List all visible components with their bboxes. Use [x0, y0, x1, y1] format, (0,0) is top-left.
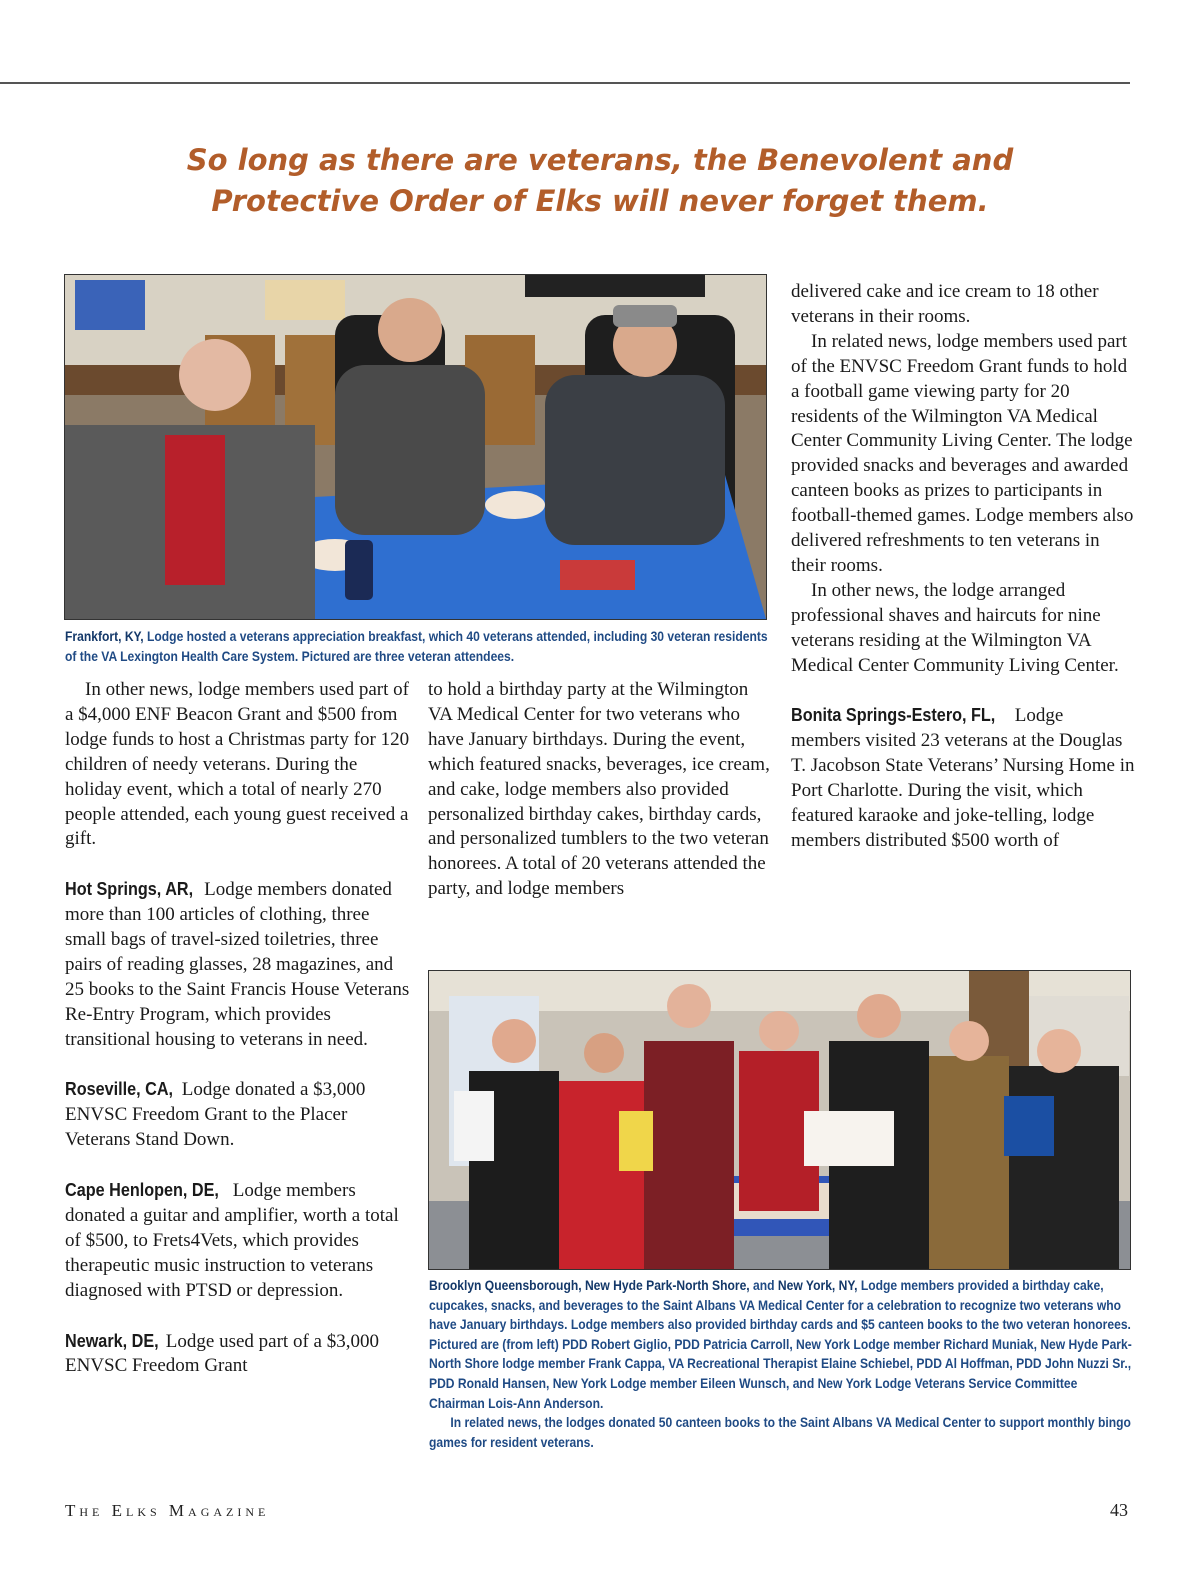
- magazine-name: The Elks Magazine: [65, 1501, 270, 1520]
- text-column-1: [65, 678, 415, 1379]
- football-party-paragraph: In related news, lodge members used part of the ENVSC Freedom Grant funds to hold a football game viewing party for 20 residents of the Wilmington VA Medical Center Community Living Center. The lodge provided snacks and beverages and awarded canteen books as prizes to participants in football-themed games. Lodge members also delivered refreshments to ten veterans in their rooms.: [791, 330, 1134, 576]
- newark-lead: Newark, DE,: [65, 1330, 159, 1351]
- caption-frankfort-text: Lodge hosted a veterans appreciation breakfast, which 40 veterans attended, including 30 veteran residents of the VA Lexington Health Care System. Pictured are three veteran attendees.: [65, 629, 768, 664]
- christmas-party-paragraph: In other news, lodge members used part of a $4,000 ENF Beacon Grant and $500 from lodge funds to host a Christmas party for 120 children of needy veterans. During the holiday event, which a total of nearly 270 people attended, each young guest received a gift.: [65, 679, 410, 850]
- header-rule: [0, 82, 1130, 84]
- hot-springs-lead: Hot Springs, AR,: [65, 879, 194, 900]
- caption-saint-albans-and: and: [749, 1278, 778, 1293]
- pull-quote-line-2: Protective Order of Elks will never forget them.: [211, 184, 989, 218]
- text-column-2: [428, 678, 773, 902]
- caption-saint-albans-lead-1: Brooklyn Queensborough, New Hyde Park-North Shore,: [429, 1278, 750, 1293]
- page-number: 43: [1110, 1500, 1128, 1520]
- hot-springs-text: Lodge members donated more than 100 articles of clothing, three small bags of travel-sized toiletries, three pairs of reading glasses, 28 magazines, and 25 books to the Saint Francis House Veterans Re-Entry Program, which provides transitional housing to veterans in need.: [65, 879, 410, 1050]
- caption-saint-albans-main: [429, 1278, 1132, 1411]
- newark-continued-2-paragraph: delivered cake and ice cream to 18 other veterans in their rooms.: [791, 281, 1099, 327]
- caption-frankfort-lead: Frankfort, KY,: [65, 629, 144, 644]
- roseville-lead: Roseville, CA,: [65, 1079, 174, 1100]
- bonita-springs-paragraph: [791, 703, 1136, 853]
- pull-quote: [150, 140, 1050, 222]
- hot-springs-paragraph: [65, 877, 415, 1052]
- saint-albans-group-photo: [428, 970, 1131, 1270]
- bonita-springs-lead: Bonita Springs-Estero, FL,: [791, 705, 996, 726]
- caption-saint-albans: [429, 1276, 1132, 1452]
- caption-saint-albans-related: In related news, the lodges donated 50 canteen books to the Saint Albans VA Medical Center to support monthly bingo games for resident veterans.: [429, 1415, 1131, 1450]
- caption-saint-albans-lead-2: New York, NY,: [777, 1278, 858, 1293]
- cape-henlopen-lead: Cape Henlopen, DE,: [65, 1180, 219, 1201]
- cape-henlopen-paragraph: [65, 1178, 415, 1304]
- caption-frankfort: [65, 627, 768, 666]
- newark-text: Lodge used part of a $3,000 ENVSC Freedom Grant: [65, 1330, 379, 1377]
- pull-quote-line-1: So long as there are veterans, the Benevolent and: [186, 143, 1014, 177]
- cape-henlopen-text: Lodge members donated a guitar and amplifier, worth a total of $500, to Frets4Vets, which provides therapeutic music instruction to veterans diagnosed with PTSD or depression.: [65, 1180, 399, 1301]
- text-column-3: [791, 280, 1136, 854]
- bonita-springs-text: Lodge members visited 23 veterans at the Douglas T. Jacobson State Veterans’ Nursing Home in Port Charlotte. During the visit, which featured karaoke and joke-telling, lodge members distributed $500 worth of: [791, 705, 1135, 851]
- caption-saint-albans-text: Lodge members provided a birthday cake, cupcakes, snacks, and beverages to the Saint Albans VA Medical Center for a celebration to recognize two veterans who have January birthdays. Lodge members also provided birthday cards and $5 canteen books to the two veteran honorees. Pictured are (from left) PDD Robert Giglio, PDD Patricia Carroll, New York Lodge member Richard Muniak, New Hyde Park-North Shore lodge member Frank Cappa, VA Recreational Therapist Elaine Schiebel, PDD Al Hoffman, PDD John Nuzzi Sr., PDD Ronald Hansen, New York Lodge member Eileen Wunsch, and New York Lodge Veterans Service Committee Chairman Lois-Ann Anderson.: [429, 1278, 1132, 1411]
- frankfort-breakfast-photo: [64, 274, 767, 620]
- shaves-haircuts-paragraph: In other news, the lodge arranged professional shaves and haircuts for nine veterans residing at the Wilmington VA Medical Center Community Living Center.: [791, 579, 1119, 676]
- roseville-text: Lodge donated a $3,000 ENVSC Freedom Grant to the Placer Veterans Stand Down.: [65, 1079, 366, 1151]
- roseville-paragraph: [65, 1077, 415, 1153]
- newark-continued-paragraph: to hold a birthday party at the Wilmington VA Medical Center for two veterans who have January birthdays. During the event, which featured snacks, beverages, ice cream, and cake, lodge members also provided personalized birthday cakes, birthday cards, and personalized tumblers to the two veteran honorees. A total of 20 veterans attended the party, and lodge members: [428, 679, 770, 900]
- newark-paragraph: [65, 1329, 415, 1380]
